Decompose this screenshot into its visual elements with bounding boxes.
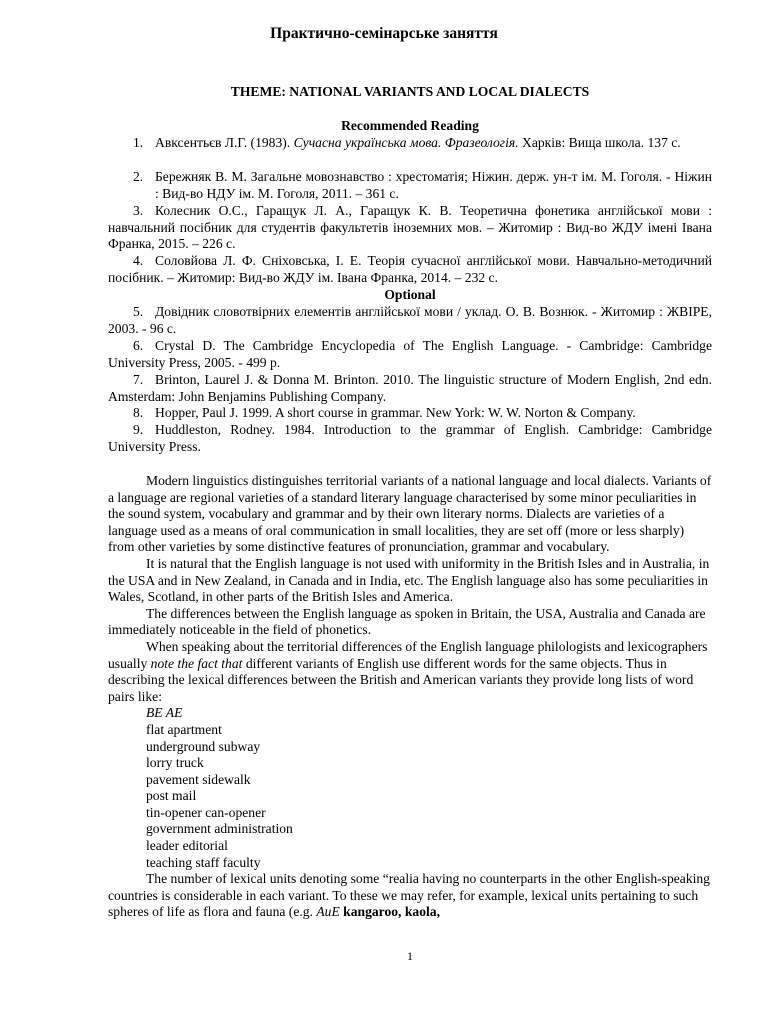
reference-number: 5. [133,304,144,319]
word-pair: tin-opener can-opener [146,804,266,820]
word-pair: post mail [146,788,197,804]
word-pair: lorry truck [146,755,204,771]
reference-item [108,372,712,405]
paragraph: The number of lexical units denoting some “realia having no counterparts in the other English-speaking countries is considerable in each variant. To these we may refer, for example, lexical units pertaining to such spheres of life as flora and fauna (e.g. AuE kangaroo, kaola, [108,871,710,920]
reference-item [108,169,712,202]
word-pair: pavement sidewalk [146,771,251,787]
reference-item [108,304,712,337]
reference-number: 6. [133,338,144,353]
word-pair: flat apartment [146,721,222,737]
word-pair: teaching staff faculty [146,854,261,870]
optional-heading: Optional [384,287,436,302]
reference-item [108,422,712,455]
body-text [108,473,712,921]
paragraph: The differences between the English language as spoken in Britain, the USA, Australia and Canada are immediately noticeable in the field of phonetics. [108,605,706,638]
reference-text: Brinton, Laurel J. & Donna M. Brinton. 2010. The linguistic structure of Modern English, 2nd edn. Amsterdam: John Benjamins Publishing Company. [108,372,712,404]
word-pair-header: BE AE [146,705,183,721]
reference-number: 8. [133,405,144,420]
reference-number: 4. [133,253,144,268]
reference-number: 7. [133,372,144,387]
reference-item [108,338,712,371]
word-pair: leader editorial [146,838,228,854]
reference-number: 2. [133,169,144,184]
reference-number: 3. [133,203,144,218]
reference-item [108,135,712,152]
page-title: Практично-семінарське заняття [270,25,498,42]
word-pair: underground subway [146,738,261,754]
reference-item [108,253,712,286]
reference-text: Соловйова Л. Ф. Сніховська, І. Е. Теорія сучасної англійської мови. Навчально-методичний посібник. – Житомир: Вид-во ЖДУ ім. Івана Франка, 2014. – 232 с. [108,253,712,285]
theme-heading: THEME: NATIONAL VARIANTS AND LOCAL DIALECTS [230,84,590,99]
paragraph: Modern linguistics distinguishes territorial variants of a national language and local dialects. Variants of a language are regional varieties of a standard literary language characterised by some minor peculiarities in the sound system, vocabulary and grammar and by their own literary norms. Dialects are varieties of a language used as a means of oral communication in small localities, they are set off (more or less sharply) from other varieties by some distinctive features of pronunciation, grammar and vocabulary. [108,473,712,555]
reference-text: Авксентьєв Л.Г. (1983). Сучасна українська мова. Фразеологія. Харків: Вища школа. 137 с. [155,135,681,150]
reference-number: 1. [133,135,144,150]
paragraph: It is natural that the English language is not used with uniformity in the British Isles and in Australia, in the USA and in New Zealand, in Canada and in India, etc. The English language also has some peculiarities in Wales, Scotland, in other parts of the British Isles and America. [108,555,710,605]
word-pair: government administration [146,821,293,837]
reference-text: Hopper, Paul J. 1999. A short course in grammar. New York: W. W. Norton & Company. [155,405,636,420]
reference-text: Crystal D. The Cambridge Encyclopedia of The English Language. - Cambridge: Cambridge University Press, 2005. - 499 p. [108,338,712,370]
reference-item [108,405,712,422]
reference-number: 9. [133,422,144,437]
reference-item [108,203,712,253]
reference-text: Huddleston, Rodney. 1984. Introduction to the grammar of English. Cambridge: Cambridge University Press. [108,422,712,454]
page-number: 1 [407,949,413,963]
reference-text: Бережняк В. М. Загальне мовознавство : хрестоматія; Ніжин. держ. ун-т ім. М. Гоголя. - Ніжин : Вид-во НДУ ім. М. Гоголя, 2011. – 361 с. [155,169,712,201]
reference-text: Колесник О.С., Гаращук Л. А., Гаращук К. В. Теоретична фонетика англійської мови : навчальний посібник для студентів факультетів іноземних мов. – Житомир : Вид-во ЖДУ імені Івана Франка, 2015. – 226 с. [108,203,712,252]
reference-text: Довідник словотвірних елементів англійської мови / уклад. О. В. Вознюк. - Житомир : ЖВІРЕ, 2003. - 96 с. [108,304,712,336]
recommended-reading-heading: Recommended Reading [341,118,479,133]
paragraph: When speaking about the territorial differences of the English language philologists and lexicographers usually note the fact that different variants of English use different words for the same objects. Thus in describing the lexical differences between the British and American variants they provide long lists of word pairs like: [108,638,708,704]
